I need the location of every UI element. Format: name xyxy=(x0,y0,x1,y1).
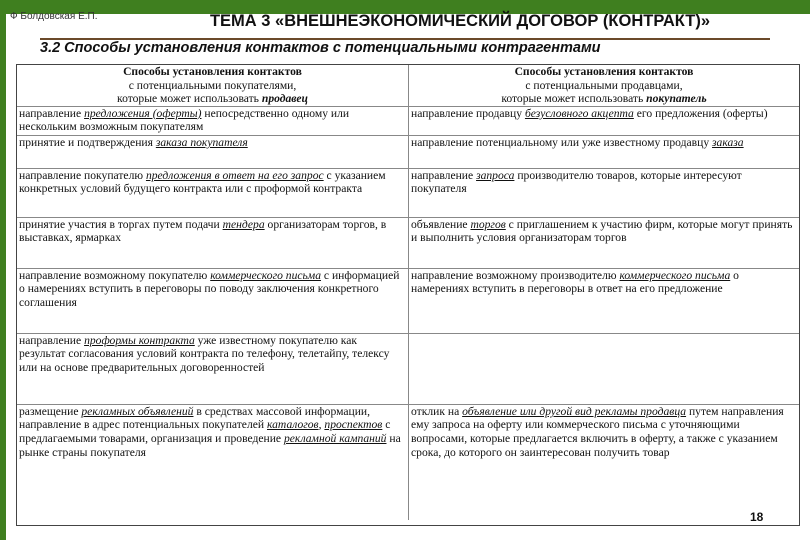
contacts-table xyxy=(16,64,800,526)
buyer-header-line1: Способы установления контактов xyxy=(514,65,694,78)
buyer-cell-empty xyxy=(409,334,799,404)
seller-cell xyxy=(17,136,409,168)
cell-term: коммерческого письма xyxy=(619,268,731,282)
table-row xyxy=(17,334,799,405)
cell-term: предложения в ответ на его запрос xyxy=(145,168,324,182)
cell-text: с предлагаемыми товарами, организация и проведение xyxy=(19,418,391,445)
cell-text: с информацией о намерениях вступить в переговоры по поводу заключения конкретного соглашения xyxy=(19,268,400,309)
seller-cell xyxy=(17,107,409,135)
cell-text: с указанием конкретных условий будущего контракта или с проформой контракта xyxy=(19,168,386,196)
seller-header-line3 xyxy=(19,92,406,106)
cell-term: проспектов xyxy=(324,418,383,432)
buyer-cell xyxy=(409,405,799,520)
seller-header-line1: Способы установления контактов xyxy=(123,65,302,78)
cell-text: принятие и подтверждения xyxy=(19,135,156,149)
page-subtitle: 3.2 Способы установления контактов с потенциальными контрагентами xyxy=(40,40,601,56)
cell-text: объявление xyxy=(411,217,471,231)
cell-text: непосредственно одному или нескольким возможным покупателям xyxy=(19,106,350,134)
seller-cell xyxy=(17,269,409,333)
cell-text: уже известному покупателю как результат согласования условий контракта по телефону, телетайпу, телексу или на основе предварительных договоренностей xyxy=(19,333,390,374)
cell-term: коммерческого письма xyxy=(210,268,322,282)
cell-term: рекламных объявлений xyxy=(81,404,194,418)
buyer-header-cell xyxy=(409,65,799,106)
seller-cell xyxy=(17,169,409,217)
seller-header-line2: с потенциальными покупателями, xyxy=(128,78,297,92)
cell-text: размещение xyxy=(19,404,82,418)
cell-term: проформы контракта xyxy=(84,333,195,347)
cell-text: отклик на xyxy=(411,404,463,418)
cell-term: заказа xyxy=(712,135,744,149)
buyer-header-line3 xyxy=(411,92,797,106)
cell-term: запроса xyxy=(476,168,515,182)
cell-text: направление покупателю xyxy=(19,168,146,182)
cell-text: , xyxy=(318,418,325,432)
author-text: Ф Болдовская Е.П. xyxy=(10,11,98,22)
page-number: 18 xyxy=(750,510,764,524)
cell-text: направление потенциальному или уже известному продавцу xyxy=(411,135,713,149)
cell-text: на рынке страны покупателя xyxy=(19,431,401,459)
cell-text: направление xyxy=(19,106,85,120)
cell-term: безусловного акцепта xyxy=(524,106,634,120)
left-accent-bar xyxy=(0,14,6,540)
table-row xyxy=(17,269,799,334)
table-row xyxy=(17,405,799,520)
buyer-cell xyxy=(409,169,799,217)
seller-cell xyxy=(17,218,409,268)
cell-text: направление возможному покупателю xyxy=(19,268,211,282)
seller-header-role: продавец xyxy=(261,92,308,106)
cell-term: каталогов xyxy=(267,418,319,432)
cell-text: о намерениях вступить в переговоры в ответ на его предложение xyxy=(411,268,739,296)
buyer-cell xyxy=(409,218,799,268)
cell-term: рекламной кампаний xyxy=(283,431,387,445)
cell-text: путем направления ему запроса на оферту или коммерческого письма с уточняющими вопросами, которые предлагается включить в оферту, а также с указанием срока, до которого он заинтересован получить товар xyxy=(411,404,784,459)
cell-term: тендера xyxy=(222,217,265,231)
table-row xyxy=(17,218,799,269)
buyer-cell xyxy=(409,269,799,333)
cell-text: направление xyxy=(411,168,477,182)
cell-text: в средствах массовой информации, направление в адрес потенциальных покупателей xyxy=(19,404,371,432)
seller-cell xyxy=(17,405,409,520)
table-row xyxy=(17,107,799,136)
buyer-header-role: покупатель xyxy=(646,92,707,106)
cell-text: направление xyxy=(19,333,85,347)
seller-header-cell xyxy=(17,65,409,106)
buyer-cell xyxy=(409,136,799,168)
buyer-header-line2: с потенциальными продавцами, xyxy=(525,78,683,92)
buyer-cell xyxy=(409,107,799,135)
author-label xyxy=(10,10,97,23)
cell-text: организаторам торгов, в выставках, ярмарках xyxy=(19,217,387,245)
cell-term: объявление или другой вид рекламы продавца xyxy=(462,404,687,418)
seller-header-line3-text: которые может использовать xyxy=(117,92,262,106)
page-title: ТЕМА 3 «ВНЕШНЕЭКОНОМИЧЕСКИЙ ДОГОВОР (КОНТРАКТ)» xyxy=(209,12,711,30)
table-row xyxy=(17,169,799,218)
seller-cell xyxy=(17,334,409,404)
cell-text: его предложения (оферты) xyxy=(633,106,768,120)
cell-text: принятие участия в торгах путем подачи xyxy=(19,217,223,231)
table-header-row xyxy=(17,65,799,107)
cell-term: предложения (оферты) xyxy=(84,106,202,120)
table-row xyxy=(17,136,799,169)
cell-text: направление продавцу xyxy=(411,106,525,120)
cell-term: заказа покупателя xyxy=(155,135,248,149)
buyer-header-line3-text: которые может использовать xyxy=(501,92,647,106)
cell-text: направление возможному производителю xyxy=(411,268,620,282)
cell-term: торгов xyxy=(470,217,506,231)
cell-text: производителю товаров, которые интересуют покупателя xyxy=(411,168,742,196)
cell-text: с приглашением к участию фирм, которые могут принять и выполнить условия организаторам торгов xyxy=(411,217,793,245)
